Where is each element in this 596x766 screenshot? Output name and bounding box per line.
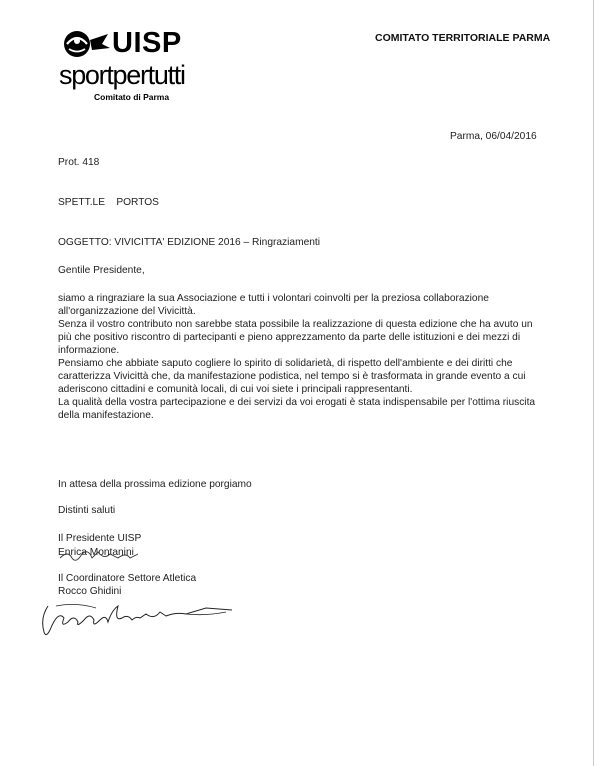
closing-line: In attesa della prossima edizione porgiamo	[58, 479, 252, 490]
president-title: Il Presidente UISP	[58, 533, 142, 544]
closing-greeting: Distinti saluti	[58, 505, 116, 516]
committee-heading: COMITATO TERRITORIALE PARMA	[375, 32, 551, 44]
letter-body	[58, 292, 538, 422]
salutation: Gentile Presidente,	[58, 265, 145, 276]
body-paragraph: Senza il vostro contributo non sarebbe stata possibile la realizzazione di questa edizione che ha avuto un più che positivo riscontro di partecipanti e pieno apprezzamento da parte delle istituzioni e dei mezzi di informazione.	[58, 319, 533, 356]
body-paragraph: siamo a ringraziare la sua Associazione e tutti i volontari coinvolti per la preziosa collaborazione all'organizzazione del Vivicittà.	[58, 293, 489, 317]
president-name: Enrica Montanini	[58, 547, 134, 558]
body-paragraph: La qualità della vostra partecipazione e dei servizi da voi erogati è stata indispensabile per l'ottima riuscita della manifestazione.	[58, 397, 536, 421]
brand-name: UISP	[112, 27, 182, 59]
brand-tagline: sportpertutti	[59, 60, 185, 90]
coordinator-signature	[36, 598, 236, 640]
president-signature	[58, 546, 158, 566]
uisp-logo-icon	[62, 30, 112, 60]
coordinator-title: Il Coordinatore Settore Atletica	[58, 573, 197, 584]
coordinator-name: Rocco Ghidini	[58, 586, 122, 597]
protocol-number: Prot. 418	[58, 157, 100, 168]
brand-subtitle: Comitato di Parma	[94, 92, 170, 102]
place-date: Parma, 06/04/2016	[450, 131, 537, 142]
recipient: SPETT.LE PORTOS	[58, 197, 159, 208]
subject-line: OGGETTO: VIVICITTA' EDIZIONE 2016 – Ringraziamenti	[58, 237, 320, 248]
scan-edge-line	[593, 0, 594, 766]
body-paragraph: Pensiamo che abbiate saputo cogliere lo spirito di solidarietà, di rispetto dell'ambiente e dei diritti che caratterizza Vivicittà che, da manifestazione podistica, nel tempo si è trasformata in grande evento a cui aderiscono cittadini e comunità locali, di cui voi siete i principali rappresentanti.	[58, 358, 526, 395]
